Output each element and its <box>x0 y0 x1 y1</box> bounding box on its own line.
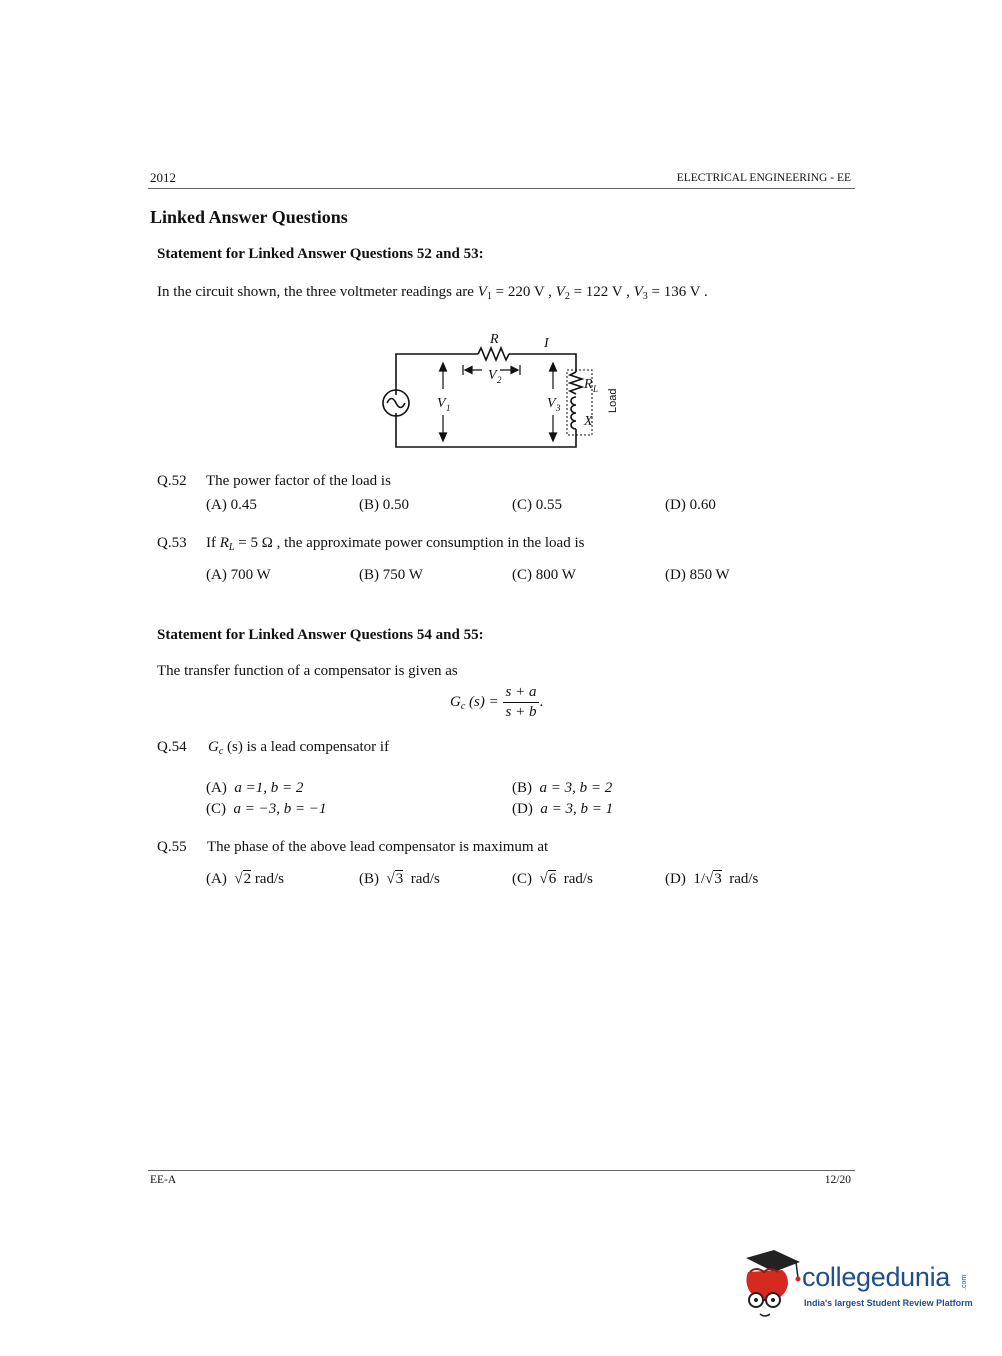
equation-fraction <box>503 684 540 721</box>
q55-option-b-radicand: 3 <box>395 871 404 887</box>
circuit-diagram <box>370 325 650 455</box>
q54-option-b-label: (B) <box>512 780 532 796</box>
x-label: X <box>584 414 593 429</box>
equation-lhs: (s) = <box>469 693 499 710</box>
q54-option-b-value: a = 3, b = 2 <box>539 780 613 796</box>
q55-option-c-radicand: 6 <box>548 871 557 887</box>
q55-number: Q.55 <box>157 839 187 855</box>
q55-option-b-label: (B) <box>359 871 379 887</box>
q55-option-d-radicand: 3 <box>714 871 722 887</box>
logo-wordmark: collegedunia <box>802 1262 951 1292</box>
i-label: I <box>544 336 549 351</box>
q54-option-c-value: a = −3, b = −1 <box>233 801 327 817</box>
q52-option-a: (A) 0.45 <box>206 497 257 513</box>
q55-option-b-unit: rad/s <box>410 871 440 887</box>
statement-2-title: Statement for Linked Answer Questions 54 and 55: <box>157 627 484 643</box>
q55-option-d-unit: rad/s <box>729 871 759 887</box>
q53-option-c: (C) 800 W <box>512 567 576 583</box>
q54-text-wrap: $G_c$ (s) is a lead compensator if <box>208 739 390 757</box>
q53-number: Q.53 <box>157 535 187 551</box>
v2-sub: 2 <box>497 375 502 385</box>
q55-option-a-unit: rad/s <box>254 871 284 887</box>
logo-tagline: India's largest Student Review Platform <box>804 1298 973 1308</box>
mascot-icon <box>740 1248 802 1320</box>
equation-denominator: s + b <box>505 704 537 720</box>
v1-reading: = 220 V , <box>495 284 552 300</box>
q54-option-c <box>206 801 327 818</box>
v3-reading: = 136 V . <box>651 284 708 300</box>
footer-code: EE-A <box>150 1174 177 1186</box>
wire-top-right <box>509 354 576 372</box>
resistor-r <box>478 348 509 360</box>
v3-sub: 3 <box>556 403 561 413</box>
q54-option-d-value: a = 3, b = 1 <box>540 801 614 817</box>
q55-option-a-label: (A) <box>206 871 227 887</box>
q55-option-c-label: (C) <box>512 871 532 887</box>
q54-text: (s) is a lead compensator if <box>227 739 390 755</box>
q53-text: If $R_L = 5$ Ω , the approximate power consumption in the load is <box>206 535 585 553</box>
logo-dotcom: .com <box>961 1274 968 1290</box>
q54-option-b <box>512 780 612 797</box>
q54-option-c-label: (C) <box>206 801 226 817</box>
footer-page: 12/20 <box>824 1174 851 1186</box>
statement-2-text: The transfer function of a compensator is given as <box>157 663 458 679</box>
q55-option-c: (C) √6 rad/s <box>512 871 593 887</box>
q55-option-d: (D) 1/√3 rad/s <box>665 871 759 887</box>
statement-1-title: Statement for Linked Answer Questions 52 and 53: <box>157 246 484 262</box>
footer-rule <box>148 1170 855 1171</box>
q55-option-d-label: (D) <box>665 871 686 887</box>
ac-source-wave <box>387 399 405 408</box>
statement-1-prefix: In the circuit shown, the three voltmeter readings are <box>157 284 474 300</box>
rl-label: R <box>584 377 593 392</box>
v1-label: V <box>437 396 446 411</box>
q53-option-d: (D) 850 W <box>665 567 730 583</box>
q55-text: The phase of the above lead compensator is maximum at <box>207 839 549 855</box>
q52-option-d: (D) 0.60 <box>665 497 716 513</box>
resistor-rl <box>570 372 582 394</box>
q55-option-d-prefix: 1/ <box>693 871 705 887</box>
header-rule <box>148 188 855 189</box>
section-title: Linked Answer Questions <box>150 207 348 227</box>
r-label: R <box>490 332 499 347</box>
equation-numerator: s + a <box>503 684 540 703</box>
transfer-function-equation: $G_c$ (s) = $\frac{s + a}{s + b}$ . <box>450 684 544 720</box>
wire-top-left <box>396 354 478 395</box>
q52-text: The power factor of the load is <box>206 473 391 489</box>
header-subject: ELECTRICAL ENGINEERING - EE <box>676 172 851 184</box>
q53-if: If <box>206 535 216 551</box>
q52-number: Q.52 <box>157 473 187 489</box>
q53-option-b: (B) 750 W <box>359 567 423 583</box>
v2-reading: = 122 V , <box>573 284 630 300</box>
q54-option-a-label: (A) <box>206 780 227 796</box>
statement-1-text: In the circuit shown, the three voltmeter readings are $V_1 = 220$ V , $V_2 = 122$ V , $V_3 = 136$ V . <box>157 284 708 302</box>
header-year: 2012 <box>150 170 176 185</box>
q55-option-b: (B) √3 rad/s <box>359 871 440 887</box>
q53-option-a: (A) 700 W <box>206 567 271 583</box>
load-label: Load <box>607 388 619 413</box>
q54-number: Q.54 <box>157 739 187 755</box>
q55-option-a: (A) √2 rad/s <box>206 871 284 887</box>
wire-bottom <box>396 413 576 447</box>
q52-option-b: (B) 0.50 <box>359 497 409 513</box>
q53-text-rest: = 5 Ω , the approximate power consumption in the load is <box>238 535 585 551</box>
q54-option-d-label: (D) <box>512 801 533 817</box>
rl-sub: L <box>593 384 599 394</box>
v1-sub: 1 <box>446 403 451 413</box>
q54-option-d <box>512 801 613 818</box>
q52-option-c: (C) 0.55 <box>512 497 562 513</box>
q55-option-c-unit: rad/s <box>563 871 593 887</box>
q54-option-a <box>206 780 303 797</box>
v2-label: V <box>488 368 497 383</box>
v3-label: V <box>547 396 556 411</box>
q55-option-a-radicand: 2 <box>243 871 252 887</box>
inductor-x <box>571 397 576 429</box>
q54-option-a-value: a =1, b = 2 <box>234 780 304 796</box>
